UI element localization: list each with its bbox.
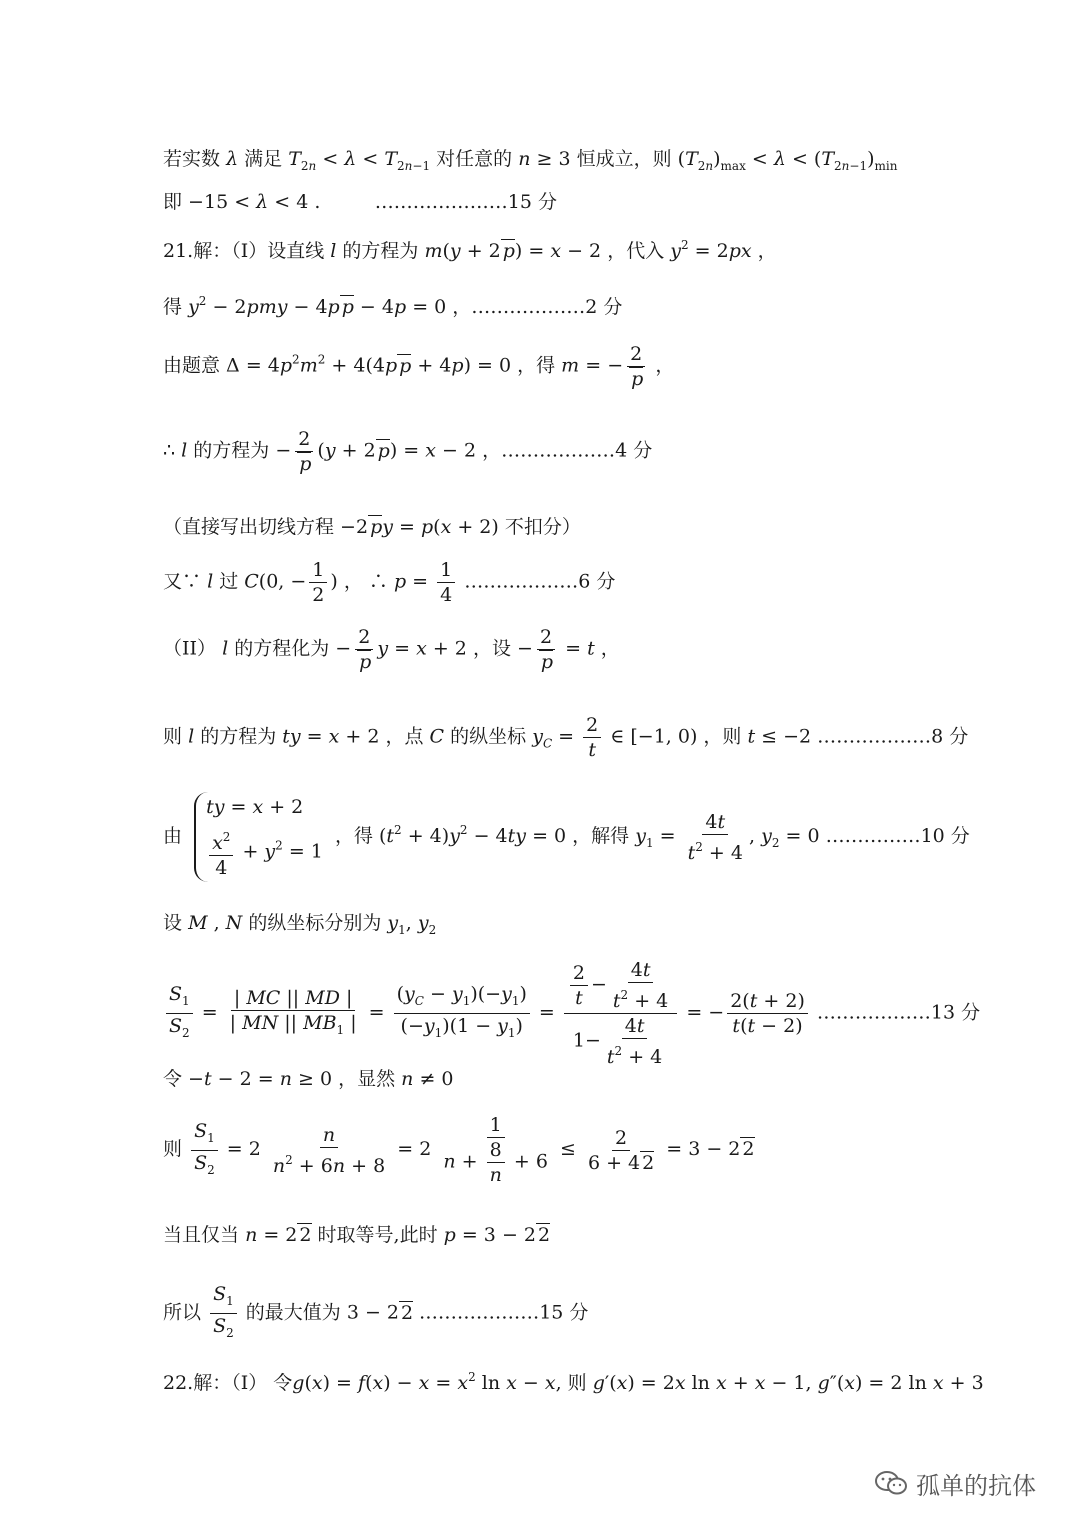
text: 设 bbox=[163, 912, 183, 934]
text: ，代入 bbox=[607, 240, 665, 262]
text: ，点 bbox=[385, 725, 424, 748]
text: 的方程为 bbox=[342, 240, 419, 262]
text: 的方程化为 bbox=[234, 637, 330, 660]
text: 时取等号,此时 bbox=[317, 1224, 438, 1246]
text-line: 则 $\frac{S_1}{S_2}$ = 2 $\frac{n}{n^2 + 6n + 8}$ = 2 1 n + $\frac{8}{n}$ + 6 ≤ $\frac{2}{6 + 4 2}$ = 3 − 2 2 bbox=[163, 1114, 755, 1186]
text: ，显然 bbox=[338, 1068, 396, 1090]
score-mark: .………………15 分 bbox=[419, 1301, 589, 1324]
text: ，得 bbox=[517, 354, 556, 377]
text: 的方程为 bbox=[193, 439, 270, 462]
text: 则 bbox=[163, 725, 183, 748]
text: 由 bbox=[163, 825, 183, 847]
text: 满足 bbox=[244, 148, 283, 170]
text: 则 bbox=[163, 1138, 183, 1160]
watermark-text: 孤单的抗体 bbox=[916, 1471, 1036, 1500]
text: 则 bbox=[567, 1372, 587, 1394]
text: 又 bbox=[163, 570, 183, 593]
text: 令 bbox=[163, 1068, 183, 1090]
text: 令 bbox=[273, 1372, 293, 1394]
text: 当且仅当 bbox=[163, 1224, 240, 1246]
text: 所以 bbox=[163, 1301, 202, 1324]
text-line: 当且仅当 n = 2 2 时取等号,此时 p = 3 − 2 2 bbox=[163, 1224, 551, 1246]
text: 22.解：（Ⅰ） bbox=[163, 1372, 268, 1394]
text-line: 所以 $\frac{S_1}{S_2}$ 的最大值为 3 − 2 2 .………………15 分 bbox=[163, 1283, 589, 1340]
text-line: 22.解：（Ⅰ） 令$g(x) = f(x) - x = x^2$ ln x − x, 则 g′(x) = 2x ln x + x − 1, g″(x) = 2 ln x + 3 bbox=[163, 1370, 984, 1394]
score-mark: ……………10 分 bbox=[825, 825, 970, 847]
text-line: $\frac{S_1}{S_2}$ = $\frac{| MC || MD |}{| MN || MB_1 |}$ = $\frac{(y_C - y_1)(-y_1)}{(-y_1)(1 - y_1)}$ = $\frac{2}{t}$ − $\frac{4t}{t^2 + 4}$ 1− $\frac{4t}{t^2 + 4}$ = − $\frac{2(t + 2)}{t(t - 2)}$ ………………13 分 bbox=[163, 958, 980, 1069]
text: ，设 bbox=[472, 637, 511, 660]
text-line: 设 M , N 的纵坐标分别为 $y_1$, $y_2$ bbox=[163, 912, 437, 937]
text: 得 bbox=[163, 296, 183, 318]
text: 即 bbox=[163, 191, 183, 213]
text: ，得 bbox=[334, 825, 373, 847]
text: 的最大值为 bbox=[245, 1301, 341, 1324]
text: （直接写出切线方程 bbox=[163, 516, 335, 538]
equation-system: ty = x + 2 $\frac{x^2}{4}$ + $y^2 = 1$ bbox=[194, 792, 323, 882]
text: 的方程为 bbox=[200, 725, 277, 748]
text: 恒成立，则 bbox=[576, 148, 672, 170]
text-line: （II） l 的方程化为 − $\frac{2}{p}$ y = x + 2 ，设 − $\frac{2}{p}$ = t ， bbox=[163, 626, 620, 673]
text: 过 bbox=[219, 570, 239, 593]
score-mark: ………………8 分 bbox=[817, 725, 969, 748]
text-line: 令 −t − 2 = n ≥ 0 ，显然 n ≠ 0 bbox=[163, 1068, 454, 1090]
score-mark: ，………………4 分 bbox=[482, 439, 653, 462]
score-mark: ，………………2 分 bbox=[452, 296, 623, 318]
text-line: 由题意 $\Delta = 4p^2m^2 + 4(4p$ p + 4p) = 0 ，得 m = − $\frac{2}{p}$ ， bbox=[163, 343, 675, 390]
score-mark: …………………15 分 bbox=[374, 191, 557, 213]
text: 由题意 bbox=[163, 354, 221, 377]
text: 对任意的 bbox=[436, 148, 513, 170]
text: 的纵坐标分别为 bbox=[248, 912, 382, 934]
text: ，解得 bbox=[572, 825, 630, 847]
text-line: 由 ty = x + 2 $\frac{x^2}{4}$ + $y^2 = 1$ ，得 $(t^2 + 4)y^2 - 4ty = 0$ ，解得 $y_1$ = $\frac{4t}{t^2 + 4}$ , $y_2 = 0$ ……………10 分 bbox=[163, 792, 970, 882]
text: 若实数 bbox=[163, 148, 221, 170]
text-line: 得 $y^2 - 2pmy - 4p$ p − 4p = 0 ，………………2 分 bbox=[163, 294, 623, 318]
chat-bubble-icon bbox=[874, 1469, 908, 1497]
text-line: （直接写出切线方程 −2 py = p(x + 2) 不扣分） bbox=[163, 516, 581, 538]
text: （II） bbox=[163, 637, 217, 660]
text-line: 则 l 的方程为 ty = x + 2 ，点 C 的纵坐标 $y_C$ = $\frac{2}{t}$ ∈ [−1, 0) ，则 t ≤ −2 ………………8 分 bbox=[163, 714, 969, 761]
text-line: 又∵ l 过 C(0, − $\frac{1}{2}$ ) ， ∴ p = $\frac{1}{4}$ ………………6 分 bbox=[163, 559, 616, 606]
score-mark: ………………6 分 bbox=[464, 570, 616, 593]
score-mark: ………………13 分 bbox=[816, 1001, 981, 1024]
text: ，则 bbox=[703, 725, 742, 748]
watermark bbox=[874, 1462, 1036, 1504]
text-line: 21.解：（I）设直线 l 的方程为 m(y + 2 p) = x − 2 ，代入 $y^2 = 2px$ ， bbox=[163, 238, 777, 262]
text-line: 即 −15 < λ < 4 . …………………15 分 bbox=[163, 191, 557, 213]
text: 不扣分） bbox=[504, 516, 581, 538]
text: 21.解：（I）设直线 bbox=[163, 240, 325, 262]
text-line: ∴ l 的方程为 − $\frac{2}{p}$ (y + 2 p) = x − 2 ，………………4 分 bbox=[163, 428, 653, 475]
text: 的纵坐标 bbox=[450, 725, 527, 748]
text-line: 若实数 λ 满足 $T_{2n} < \lambda < T_{2n-1}$ 对任意的 n ≥ 3 恒成立，则 $(T_{2n})_{max} < \lambda < (T_{2n-1})_{min}$ bbox=[163, 148, 898, 173]
